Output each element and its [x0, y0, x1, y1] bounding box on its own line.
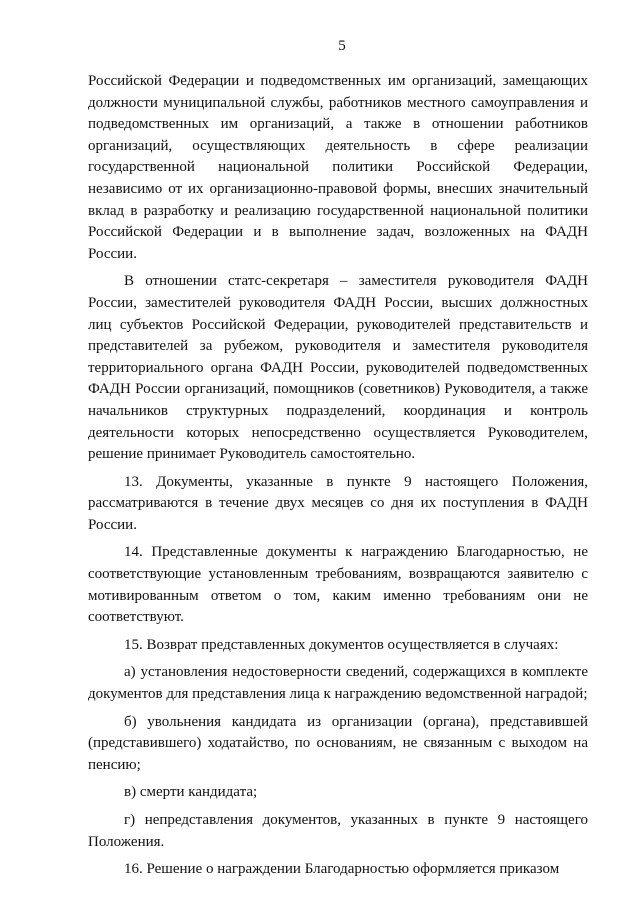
page-number: 5	[338, 38, 346, 54]
paragraph-13: 13. Документы, указанные в пункте 9 настоящего Положения, рассматриваются в течение двух месяцев со дня их поступления в ФАДН России.	[88, 473, 588, 533]
list-item-g: г) непредставления документов, указанных в пункте 9 настоящего Положения.	[88, 812, 588, 850]
paragraph-decision-rights: В отношении статс-секретаря – заместителя руководителя ФАДН России, заместителей руководителя ФАДН России, высших должностных лиц субъектов Российской Федерации, руководителей представительств и представителей за рубежом, руководителя и заместителя руководителя территориального органа ФАДН России, руководителей подведомственных ФАДН России организаций, помощников (советников) Руководителя, а также начальников структурных подразделений, координация и контроль деятельности которых непосредственно осуществляется Руководителем, решение принимает Руководитель самостоятельно.	[88, 273, 588, 463]
paragraph-16: 16. Решение о награждении Благодарностью оформляется приказом	[124, 861, 560, 878]
paragraph-14: 14. Представленные документы к награждению Благодарностью, не соответствующие установленным требованиям, возвращаются заявителю с мотивированным ответом о том, каким именно требованиям они не соответствуют.	[88, 544, 588, 626]
list-item-a: а) установления недостоверности сведений, содержащихся в комплекте документов для представления лица к награждению ведомственной наградой;	[88, 664, 588, 703]
paragraph-15: 15. Возврат представленных документов осуществляется в случаях:	[124, 636, 559, 653]
list-item-v: в) смерти кандидата;	[124, 784, 258, 801]
paragraph-continuation: Российской Федерации и подведомственных им организаций, замещающих должности муниципальной службы, работников местного самоуправления и подведомственных им организаций, а также в отношении работников организаций, осуществляющих деятельность в сфере реализации государственной национальной политики Российской Федерации, независимо от их организационно-правовой формы, внесших значительный вклад в разработку и реализацию государственной национальной политики Российской Федерации и в выполнение задач, возложенных на ФАДН России.	[88, 73, 588, 262]
list-item-b: б) увольнения кандидата из организации (органа), представившей (представившего) ходатайство, по основаниям, не связанным с выходом на пенсию;	[88, 713, 588, 773]
